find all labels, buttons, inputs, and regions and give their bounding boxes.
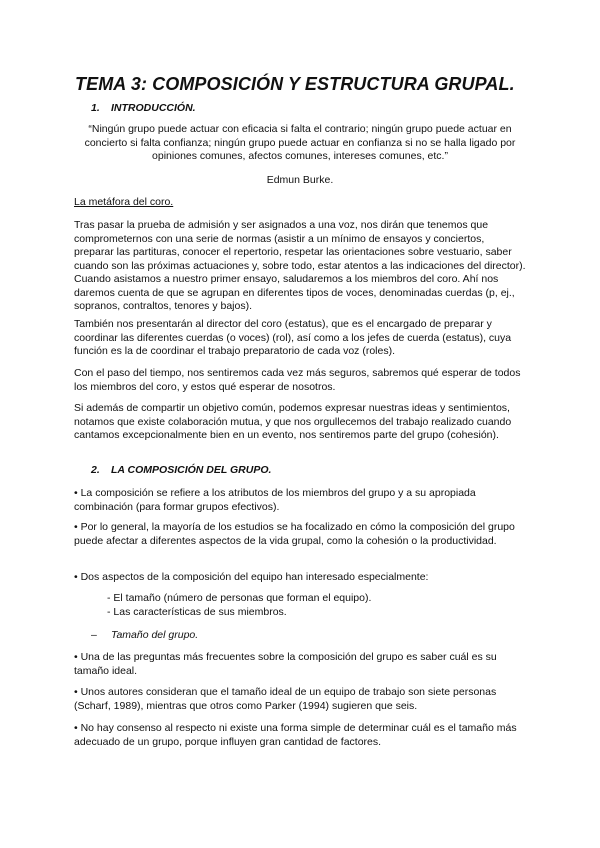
bullet-item: • Por lo general, la mayoría de los estudios se ha focalizado en cómo la composición del grupo puede afectar a diferentes aspectos de la vida grupal, como la cohesión o la productividad.	[74, 521, 515, 547]
bullet-item: • No hay consenso al respecto ni existe una forma simple de determinar cuál es el tamaño más adecuado de un grupo, porque influyen gran cantidad de factores.	[74, 722, 517, 748]
dash-marker: –	[91, 629, 97, 641]
section-number: 2.	[91, 464, 100, 476]
paragraph: Tras pasar la prueba de admisión y ser asignados a una voz, nos dirán que tenemos que comprometernos con una serie de normas (asistir a un mínimo de ensayos y conciertos, preparar las partituras, conocer el repertorio, respetar las orientaciones sobre vestuario, saber cuando son las próximas actuaciones y, sobre todo, estar atentos a las indicaciones del director). Cuando asistamos a nuestro primer ensayo, saludaremos a los miembros del coro. Ahí nos daremos cuenta de que se agrupan en diferentes tipos de voces, denominadas cuerdas (p, ej., sopranos, contraltos, tenores y bajos).	[74, 219, 526, 312]
document-title: TEMA 3: COMPOSICIÓN Y ESTRUCTURA GRUPAL.	[75, 74, 515, 94]
section-heading-introduccion	[91, 102, 196, 114]
section-number: 1.	[91, 102, 100, 114]
subsection-heading-tamano	[91, 629, 198, 641]
bullet-item: • La composición se refiere a los atributos de los miembros del grupo y a su apropiada combinación (para formar grupos efectivos).	[74, 487, 476, 513]
quote-author: Edmun Burke.	[266, 174, 334, 186]
aspects-list	[107, 592, 371, 619]
epigraph-quote: “Ningún grupo puede actuar con eficacia si falta el contrario; ningún grupo puede actuar en concierto si falta confianza; ningún grupo puede actuar en confianza si no se halla ligado por opiniones comunes, afectos comunes, intereses comunes, etc.”	[84, 123, 516, 162]
bullet-item: • Dos aspectos de la composición del equipo han interesado especialmente:	[74, 571, 429, 583]
paragraph: También nos presentarán al director del coro (estatus), que es el encargado de preparar y coordinar las diferentes cuerdas (o voces) (rol), así como a los jefes de cuerda (estatus), cuya función es la de coordinar el trabajo preparatorio de cada voz (roles).	[74, 318, 512, 357]
subheading-metafora: La metáfora del coro.	[74, 196, 174, 208]
aspect-item: - Las características de sus miembros.	[107, 605, 287, 618]
section-title: INTRODUCCIÓN.	[111, 102, 196, 114]
subsection-title: Tamaño del grupo.	[111, 629, 199, 641]
bullet-item: • Una de las preguntas más frecuentes sobre la composición del grupo es saber cuál es su tamaño ideal.	[74, 651, 497, 677]
paragraph: Si además de compartir un objetivo común, podemos expresar nuestras ideas y sentimientos, notamos que existe colaboración mutua, y que nos orgullecemos del trabajo realizado cuando cantamos excepcionalmente bien en un evento, nos sentiremos parte del grupo (cohesión).	[74, 402, 512, 441]
section-heading-composicion	[91, 464, 271, 476]
aspect-item: - El tamaño (número de personas que forman el equipo).	[107, 592, 372, 604]
bullet-item: • Unos autores consideran que el tamaño ideal de un equipo de trabajo son siete personas (Scharf, 1989), mientras que otros como Parker (1994) sugieren que seis.	[74, 686, 497, 712]
paragraph: Con el paso del tiempo, nos sentiremos cada vez más seguros, sabremos qué esperar de todos los miembros del coro, y estos qué esperar de nosotros.	[74, 367, 521, 393]
section-title: LA COMPOSICIÓN DEL GRUPO.	[111, 464, 272, 476]
